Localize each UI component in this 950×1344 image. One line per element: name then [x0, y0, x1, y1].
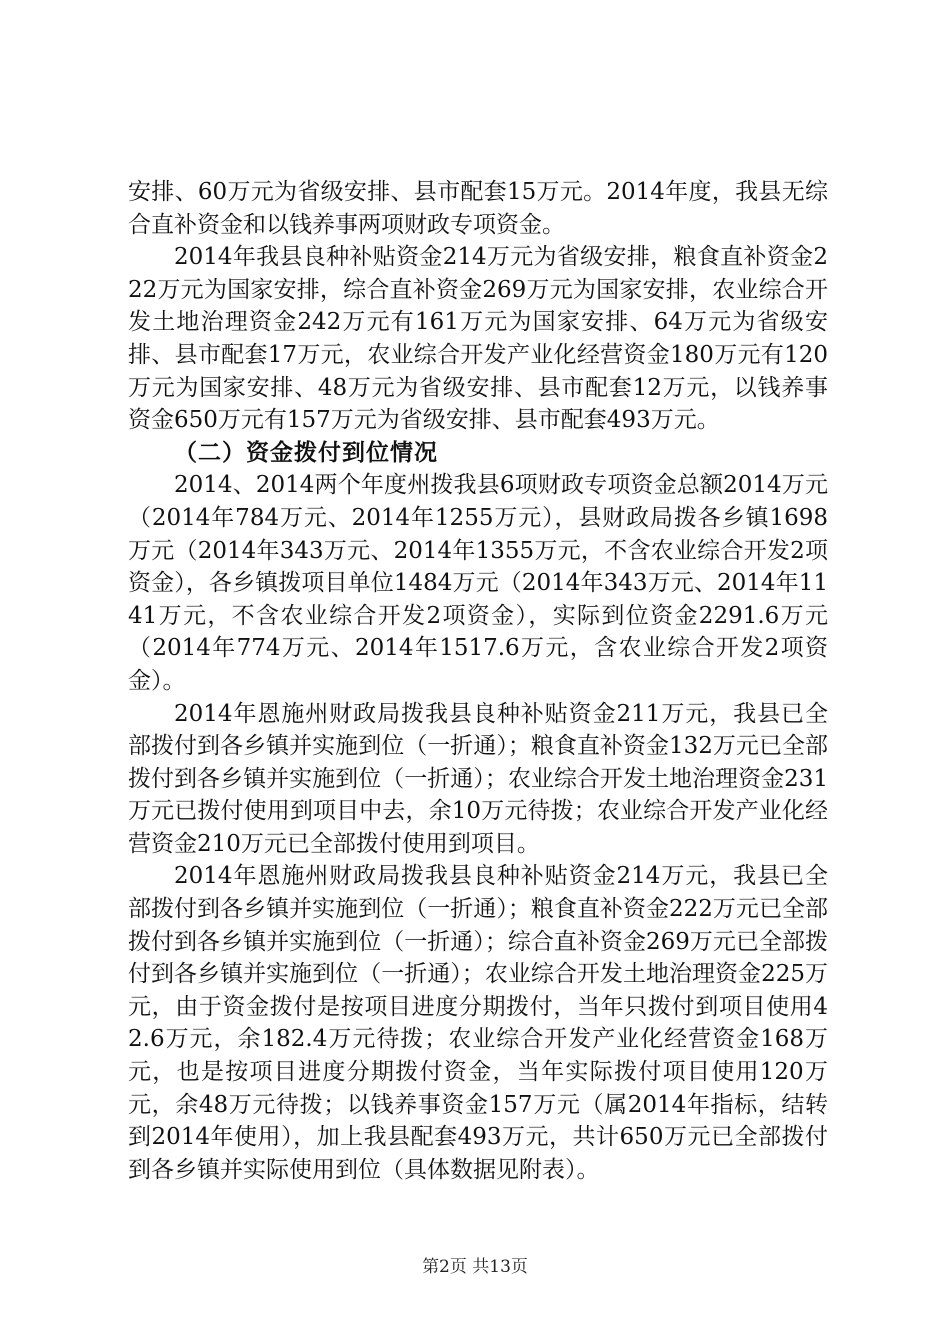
- paragraph-2014-funding-sources: 2014年我县良种补贴资金214万元为省级安排，粮食直补资金222万元为国家安排，综合直补资金269万元为国家安排，农业综合开发土地治理资金242万元有161万元为国家安排、64万元为省级安排、县市配套17万元，农业综合开发产业化经营资金180万元有120万元为国家安排、48万元为省级安排、县市配套12万元，以钱养事资金650万元有157万元为省级安排、县市配套493万元。: [128, 244, 828, 434]
- paragraph-enshi-allocation-1: 2014年恩施州财政局拨我县良种补贴资金211万元，我县已全部拨付到各乡镇并实施到位（一折通）；粮食直补资金132万元已全部拨付到各乡镇并实施到位（一折通）；农业综合开发土地治理资金231万元已拨付使用到项目中去，余10万元待拨；农业综合开发产业化经营资金210万元已全部拨付使用到项目。: [128, 700, 828, 857]
- page-footer-page-number: 第2页 共13页: [422, 1257, 528, 1277]
- document-body: [128, 176, 828, 1186]
- paragraph-two-year-summary: 2014、2014两个年度州拨我县6项财政专项资金总额2014万元（2014年784万元、2014年1255万元），县财政局拨各乡镇1698万元（2014年343万元、2014年1355万元，不含农业综合开发2项资金），各乡镇拨项目单位1484万元（2014年343万元、2014年1141万元，不含农业综合开发2项资金），实际到位资金2291.6万元（2014年774万元、2014年1517.6万元，含农业综合开发2项资金）。: [128, 472, 828, 694]
- section-heading-fund-disbursement: （二）资金拨付到位情况: [174, 439, 438, 466]
- paragraph-continuation: 安排、60万元为省级安排、县市配套15万元。2014年度，我县无综合直补资金和以钱养事两项财政专项资金。: [128, 179, 828, 238]
- paragraph-enshi-allocation-2: 2014年恩施州财政局拨我县良种补贴资金214万元，我县已全部拨付到各乡镇并实施到位（一折通）；粮食直补资金222万元已全部拨付到各乡镇并实施到位（一折通）；综合直补资金269万元已全部拨付到各乡镇并实施到位（一折通）；农业综合开发土地治理资金225万元，由于资金拨付是按项目进度分期拨付，当年只拨付到项目使用42.6万元，余182.4万元待拨；农业综合开发产业化经营资金168万元，也是按项目进度分期拨付资金，当年实际拨付项目使用120万元，余48万元待拨；以钱养事资金157万元（属2014年指标，结转到2014年使用），加上我县配套493万元，共计650万元已全部拨付到各乡镇并实际使用到位（具体数据见附表）。: [128, 863, 828, 1183]
